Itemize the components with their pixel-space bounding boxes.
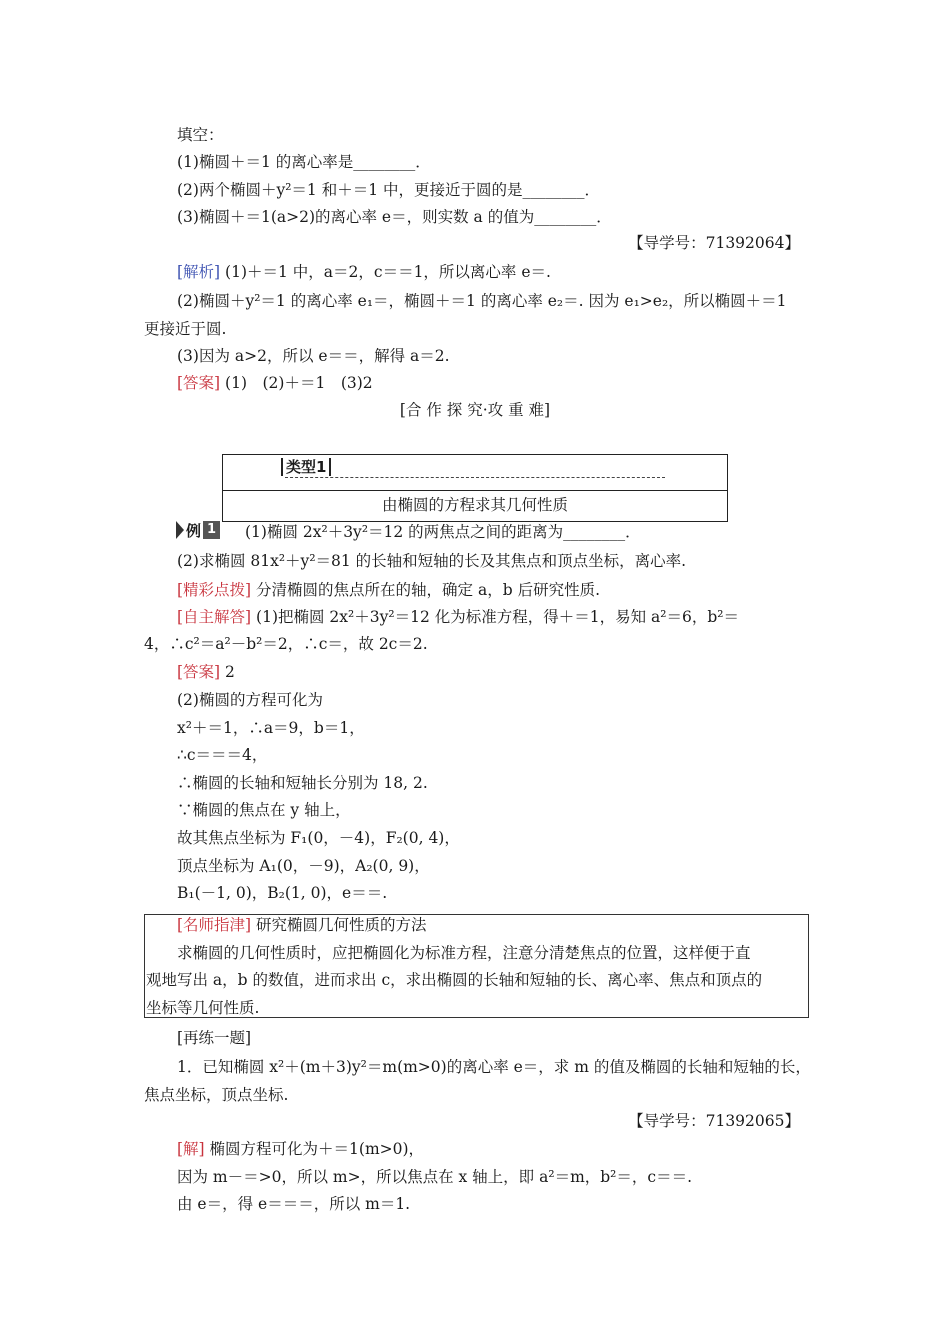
type-label: 类型1 (281, 458, 331, 476)
practice-solution-tag: [解] (177, 1140, 205, 1158)
analysis-line-3: (3)因为 a>2，所以 e＝＝，解得 a＝2. (177, 347, 450, 365)
hint-tag: [精彩点拨] (177, 581, 252, 599)
teacher-note-line: 求椭圆的几何性质时，应把椭圆化为标准方程，注意分清楚焦点的位置，这样便于直 (177, 944, 751, 962)
practice-solution-text-1: 椭圆方程可化为＋＝1(m>0)， (209, 1140, 425, 1158)
hint-text: 分清椭圆的焦点所在的轴，确定 a，b 后研究性质. (256, 581, 600, 599)
self-solution-line-1 (177, 607, 739, 627)
fill-answer-line (177, 373, 373, 393)
teacher-note-title: 研究椭圆几何性质的方法 (256, 916, 427, 934)
teacher-note-title-line (177, 915, 427, 935)
analysis-line-2b: 更接近于圆. (144, 320, 227, 338)
self-solution-tag: [自主解答] (177, 608, 252, 626)
guide-number: 【导学号：71392064】 (628, 234, 800, 252)
practice-question-1: 1．已知椭圆 x²＋(m＋3)y²＝m(m>0)的离心率 e＝，求 m 的值及椭圆的长轴和短轴的长， (177, 1058, 811, 1076)
fill-question-2: (2)两个椭圆＋y²＝1 和＋＝1 中，更接近于圆的是________． (177, 181, 601, 199)
solution-line: ∴椭圆的长轴和短轴长分别为 18, 2. (177, 774, 428, 792)
fill-question-3: (3)椭圆＋＝1(a>2)的离心率 e＝，则实数 a 的值为________． (177, 208, 612, 226)
example-question-1: (1)椭圆 2x²＋3y²＝12 的两焦点之间的距离为________． (245, 523, 641, 541)
teacher-note-line: 坐标等几何性质. (146, 999, 260, 1017)
teacher-note-line: 观地写出 a，b 的数值，进而求出 c，求出椭圆的长轴和短轴的长、离心率、焦点和顶点的 (146, 971, 763, 989)
header-divider (223, 490, 727, 491)
solution-line: x²＋＝1，∴a＝9，b＝1， (177, 719, 365, 737)
example-answer: 2 (225, 663, 235, 681)
practice-guide-number: 【导学号：71392065】 (628, 1112, 800, 1130)
fill-question-1: (1)椭圆＋＝1 的离心率是________． (177, 153, 431, 171)
practice-question-2: 焦点坐标，顶点坐标. (144, 1086, 289, 1104)
example-number: 1 (203, 521, 220, 539)
solution-line: 故其焦点坐标为 F₁(0，－4)，F₂(0, 4)， (177, 829, 460, 847)
teacher-note-tag: [名师指津] (177, 916, 252, 934)
solution-line: 顶点坐标为 A₁(0，－9)，A₂(0, 9)， (177, 857, 430, 875)
fill-heading: 填空： (177, 126, 224, 144)
type-header-box (222, 454, 728, 522)
example-label: 例 (186, 521, 202, 540)
triangle-arrow-icon (176, 521, 184, 539)
solution-line: ∵椭圆的焦点在 y 轴上， (177, 801, 351, 819)
analysis-text-1: (1)＋＝1 中，a＝2，c＝＝1，所以离心率 e＝. (225, 263, 551, 281)
solution-line: (2)椭圆的方程可化为 (177, 691, 323, 709)
self-solution-text-1: (1)把椭圆 2x²＋3y²＝12 化为标准方程，得＋＝1，易知 a²＝6，b²＝ (256, 608, 739, 626)
example-question-2: (2)求椭圆 81x²＋y²＝81 的长轴和短轴的长及其焦点和顶点坐标，离心率. (177, 552, 687, 570)
analysis-tag: [解析] (177, 263, 221, 281)
analysis-line-2a: (2)椭圆＋y²＝1 的离心率 e₁＝，椭圆＋＝1 的离心率 e₂＝. 因为 e₁>e₂，所以椭圆＋＝1 (177, 292, 787, 310)
example-answer-line (177, 662, 235, 682)
answer-tag: [答案] (177, 374, 221, 392)
hint-line (177, 580, 600, 600)
practice-heading: [再练一题] (177, 1029, 252, 1047)
analysis-line-1 (177, 262, 551, 282)
example-answer-tag: [答案] (177, 663, 221, 681)
practice-solution-line-3: 由 e＝，得 e＝＝＝，所以 m＝1. (177, 1195, 411, 1213)
fill-answer: (1) (2)＋＝1 (3)2 (225, 374, 373, 392)
solution-line: B₁(－1, 0)，B₂(1, 0)，e＝＝. (177, 884, 388, 902)
dashed-rule (285, 477, 665, 478)
example-marker (176, 520, 220, 540)
self-solution-line-2: 4，∴c²＝a²－b²＝2，∴c＝，故 2c＝2. (144, 635, 428, 653)
solution-line: ∴c＝＝＝4， (177, 746, 268, 764)
practice-solution-line-2: 因为 m－＝>0，所以 m>，所以焦点在 x 轴上，即 a²＝m，b²＝，c＝＝. (177, 1168, 693, 1186)
type-topic: 由椭圆的方程求其几何性质 (381, 496, 568, 514)
practice-solution-line-1 (177, 1139, 424, 1159)
section-title: [合 作 探 究·攻 重 难] (399, 401, 551, 419)
